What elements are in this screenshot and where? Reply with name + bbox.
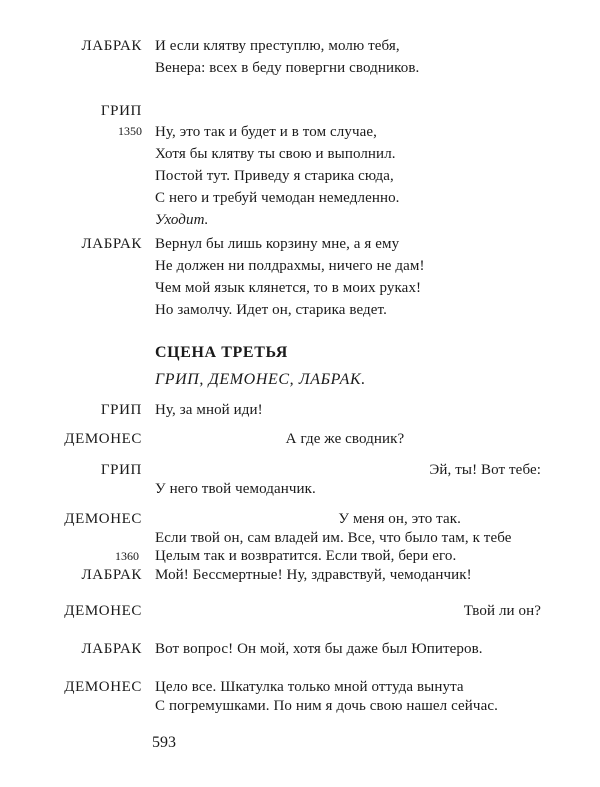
page-number: 593	[152, 734, 176, 751]
scene-title: СЦЕНА ТРЕТЬЯ	[155, 344, 288, 361]
speaker-name: ГРИП	[100, 402, 142, 418]
speaker-name: ГРИП	[100, 462, 142, 478]
verse-line: И если клятву преступлю, молю тебя,	[155, 38, 400, 54]
verse-line: Эй, ты! Вот тебе:	[429, 462, 541, 478]
verse-line: У меня он, это так.	[338, 511, 461, 527]
speaker-name: ДЕМОНЕС	[64, 603, 142, 619]
verse-line: Мой! Бессмертные! Ну, здравствуй, чемоданчик!	[155, 567, 472, 583]
speaker-name: ЛАБРАК	[81, 641, 142, 657]
verse-line: Вот вопрос! Он мой, хотя бы даже был Юпитеров.	[155, 641, 483, 657]
verse-line: Но замолчу. Идет он, старика ведет.	[155, 302, 387, 318]
speaker-name: ЛАБРАК	[81, 236, 142, 252]
verse-line: С него и требуй чемодан немедленно.	[155, 190, 400, 206]
scene-cast: ГРИП, ДЕМОНЕС, ЛАБРАК.	[155, 371, 366, 388]
speaker-name: ЛАБРАК	[81, 38, 142, 54]
speaker-name: ДЕМОНЕС	[64, 679, 142, 695]
verse-line: Постой тут. Приведу я старика сюда,	[155, 168, 394, 184]
verse-line: Не должен ни полдрахмы, ничего не дам!	[155, 258, 425, 274]
verse-line: У него твой чемоданчик.	[155, 481, 316, 497]
verse-line: С погремушками. По ним я дочь свою нашел сейчас.	[155, 698, 498, 714]
verse-line: Чем мой язык клянется, то в моих руках!	[155, 280, 422, 296]
verse-line: Хотя бы клятву ты свою и выполнил.	[155, 146, 396, 162]
speaker-name: ЛАБРАК	[81, 567, 142, 583]
line-number: 1350	[118, 124, 142, 138]
speaker-name: ДЕМОНЕС	[64, 431, 142, 447]
line-number: 1360	[115, 549, 139, 563]
verse-line: Если твой он, сам владей им. Все, что было там, к тебе	[155, 530, 512, 546]
speaker-name: ГРИП	[100, 103, 142, 119]
verse-line: Венера: всех в беду повергни сводников.	[155, 60, 420, 76]
verse-line: Ну, за мной иди!	[155, 402, 263, 418]
verse-line: А где же сводник?	[285, 431, 405, 447]
verse-line: Целым так и возвратится. Если твой, бери его.	[155, 548, 457, 564]
verse-line: Вернул бы лишь корзину мне, а я ему	[155, 236, 400, 252]
speaker-name: ДЕМОНЕС	[64, 511, 142, 527]
stage-direction: Уходит.	[155, 212, 209, 228]
verse-line: Цело все. Шкатулка только мной оттуда вынута	[155, 679, 464, 695]
verse-line: Твой ли он?	[463, 603, 541, 619]
verse-line: Ну, это так и будет и в том случае,	[155, 124, 377, 140]
